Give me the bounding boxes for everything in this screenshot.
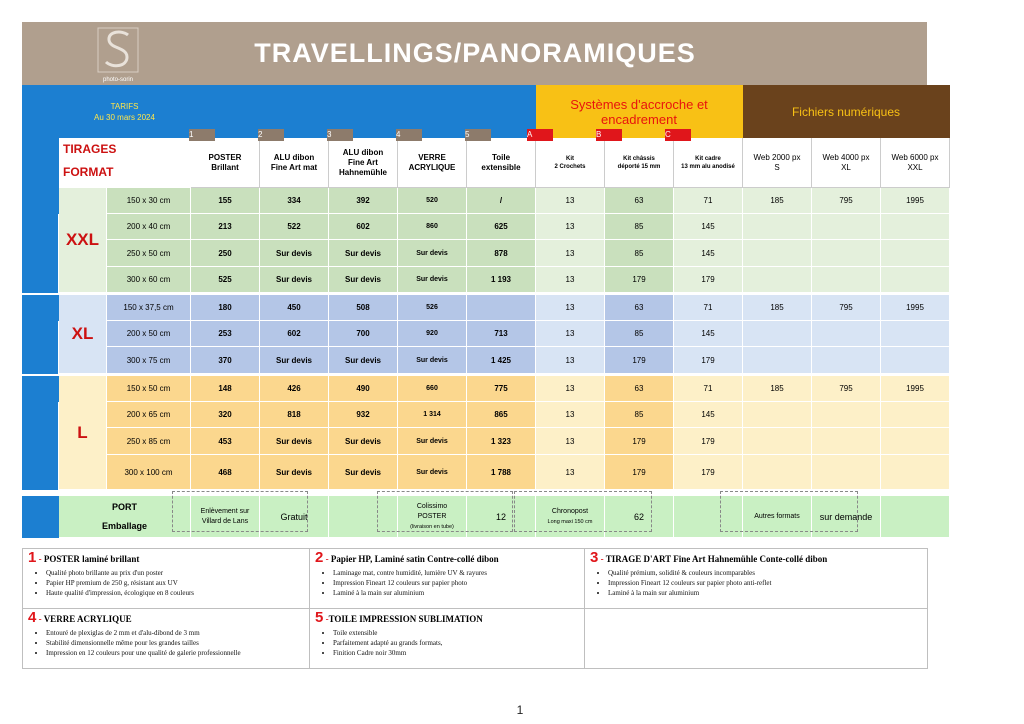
desc-title: 4 - VERRE ACRYLIQUE xyxy=(28,609,132,626)
price-cell xyxy=(812,455,881,490)
list-item: • Qualité photo brillante au prix d'un poster xyxy=(46,568,304,578)
list-item: • Impression Fineart 12 couleurs sur papier photo xyxy=(333,578,579,588)
desc-title: 5 -TOILE IMPRESSION SUBLIMATION xyxy=(315,609,483,626)
size-cell: 150 x 50 cm xyxy=(107,376,191,402)
price-cell: 795 xyxy=(812,188,881,214)
column-header-text: XL xyxy=(841,162,851,172)
price-cell: 795 xyxy=(812,295,881,321)
column-header-text: POSTER xyxy=(208,152,242,162)
price-cell: 13 xyxy=(536,402,605,428)
price-cell xyxy=(812,267,881,293)
price-cell: 63 xyxy=(605,188,674,214)
price-cell: 920 xyxy=(398,321,467,347)
colissimo-label: Colissimo POSTER (livraison en tube) xyxy=(398,496,467,538)
price-cell: 13 xyxy=(536,347,605,374)
price-cell: 250 xyxy=(191,240,260,267)
desc-list xyxy=(315,568,579,598)
price-cell: 795 xyxy=(812,376,881,402)
tirages-format-label: TIRAGES FORMAT xyxy=(59,138,191,188)
size-cell: 200 x 50 cm xyxy=(107,321,191,347)
colissimo-price: 12 xyxy=(467,496,536,538)
list-item: • Papier HP premium de 250 g, résistant aux UV xyxy=(46,578,304,588)
table-row xyxy=(23,240,950,267)
list-item: • Parfaitement adapté au grands formats, xyxy=(333,638,579,648)
price-cell: 155 xyxy=(191,188,260,214)
price-cell: Sur devis xyxy=(398,240,467,267)
price-cell: 13 xyxy=(536,267,605,293)
price-cell: 13 xyxy=(536,240,605,267)
column-header-text: Web 2000 px xyxy=(753,152,801,162)
left-blue-strip xyxy=(23,376,59,402)
price-cell: 179 xyxy=(605,428,674,455)
column-header-text: 13 mm alu anodisé xyxy=(681,163,735,170)
price-cell: 253 xyxy=(191,321,260,347)
left-blue-strip xyxy=(23,240,59,267)
list-item: • Stabilité dimensionnelle même pour les grandes tailles xyxy=(46,638,304,648)
size-cell: 150 x 37,5 cm xyxy=(107,295,191,321)
desc-2 xyxy=(310,549,585,609)
price-cell: 145 xyxy=(674,321,743,347)
price-cell xyxy=(467,295,536,321)
port-empty xyxy=(881,496,950,538)
pickup-label: Enlèvement sur Villard de Lans xyxy=(191,496,260,538)
price-cell: Sur devis xyxy=(398,267,467,293)
price-cell: 145 xyxy=(674,240,743,267)
price-cell: 1995 xyxy=(881,295,950,321)
column-header-1 xyxy=(191,138,260,188)
price-cell: Sur devis xyxy=(260,240,329,267)
price-cell xyxy=(812,321,881,347)
tarifs-label: TARIFS Au 30 mars 2024 xyxy=(59,86,191,138)
price-cell xyxy=(743,455,812,490)
price-cell: 85 xyxy=(605,240,674,267)
column-badge: 1 xyxy=(189,129,215,141)
column-header-text: ACRYLIQUE xyxy=(408,162,456,172)
price-cell: 602 xyxy=(260,321,329,347)
table-row xyxy=(23,428,950,455)
price-cell: Sur devis xyxy=(260,428,329,455)
size-cell: 300 x 60 cm xyxy=(107,267,191,293)
price-cell: 13 xyxy=(536,321,605,347)
size-cell: 250 x 50 cm xyxy=(107,240,191,267)
price-cell: 13 xyxy=(536,295,605,321)
price-cell: 1 425 xyxy=(467,347,536,374)
column-header-text: extensible xyxy=(481,162,521,172)
column-header-text: XXL xyxy=(907,162,923,172)
price-cell xyxy=(743,428,812,455)
price-cell: 213 xyxy=(191,214,260,240)
autres-value: sur demande xyxy=(812,496,881,538)
list-item: • Qualité prémium, solidité & couleurs incomparables xyxy=(608,568,922,578)
fichiers-title: Fichiers numériques xyxy=(743,86,950,138)
price-cell: 370 xyxy=(191,347,260,374)
price-cell: 525 xyxy=(191,267,260,293)
price-cell xyxy=(881,321,950,347)
list-item: • Laminage mat, contre humidité, lumière UV & rayures xyxy=(333,568,579,578)
desc-3 xyxy=(585,549,928,609)
size-cell: 150 x 30 cm xyxy=(107,188,191,214)
price-cell: Sur devis xyxy=(398,455,467,490)
column-badge: 3 xyxy=(327,129,353,141)
left-blue-strip xyxy=(23,188,59,214)
price-cell: 818 xyxy=(260,402,329,428)
price-cell: 453 xyxy=(191,428,260,455)
left-blue-strip xyxy=(23,295,59,321)
price-cell: 522 xyxy=(260,214,329,240)
column-header-text: Kit cadre xyxy=(695,155,721,162)
logo-text: photo-sorin xyxy=(102,77,134,83)
price-cell xyxy=(743,214,812,240)
left-blue-strip xyxy=(23,86,59,138)
list-item: • Entouré de plexiglas de 2 mm et d'alu-dibond de 3 mm xyxy=(46,628,304,638)
price-cell xyxy=(743,267,812,293)
price-cell xyxy=(743,402,812,428)
price-cell: 148 xyxy=(191,376,260,402)
price-cell: 878 xyxy=(467,240,536,267)
price-cell xyxy=(812,240,881,267)
column-badge: 5 xyxy=(465,129,491,141)
price-cell: 179 xyxy=(605,347,674,374)
price-cell: 865 xyxy=(467,402,536,428)
column-header-5 xyxy=(467,138,536,188)
desc-4 xyxy=(23,609,310,669)
price-cell xyxy=(881,267,950,293)
price-cell xyxy=(743,347,812,374)
page-number: 1 xyxy=(516,703,524,717)
price-cell: 1 193 xyxy=(467,267,536,293)
price-cell: 145 xyxy=(674,402,743,428)
size-cell: 300 x 100 cm xyxy=(107,455,191,490)
autres-label: Autres formats xyxy=(743,496,812,538)
price-cell: Sur devis xyxy=(329,455,398,490)
list-item: • Laminé à la main sur aluminium xyxy=(608,588,922,598)
price-cell: 180 xyxy=(191,295,260,321)
price-cell: 660 xyxy=(398,376,467,402)
price-cell: Sur devis xyxy=(260,347,329,374)
group-label: L xyxy=(59,376,107,490)
price-cell xyxy=(743,321,812,347)
desc-1 xyxy=(23,549,310,609)
column-header-text: Fine Art xyxy=(348,157,378,167)
price-cell xyxy=(743,240,812,267)
column-header-4 xyxy=(398,138,467,188)
column-badge: A xyxy=(527,129,553,141)
price-cell: 85 xyxy=(605,321,674,347)
size-cell: 200 x 65 cm xyxy=(107,402,191,428)
chronopost-label: Chronopost Long maxi 150 cm xyxy=(536,496,605,538)
price-cell xyxy=(812,402,881,428)
column-header-7 xyxy=(605,138,674,188)
price-cell: Sur devis xyxy=(329,347,398,374)
column-badge: B xyxy=(596,129,622,141)
column-header-text: VERRE xyxy=(418,152,446,162)
price-cell: 450 xyxy=(260,295,329,321)
left-blue-strip xyxy=(23,347,59,374)
desc-list xyxy=(28,568,304,598)
table-row xyxy=(23,376,950,402)
colissimo-box xyxy=(377,491,513,532)
column-header-text: ALU dibon xyxy=(273,152,315,162)
table-row xyxy=(23,455,950,490)
price-cell xyxy=(881,347,950,374)
table-row xyxy=(23,188,950,214)
price-cell xyxy=(881,428,950,455)
logo-icon xyxy=(92,25,144,75)
list-item: • Finition Cadre noir 30mm xyxy=(333,648,579,658)
column-header-8 xyxy=(674,138,743,188)
size-cell: 300 x 75 cm xyxy=(107,347,191,374)
table-row xyxy=(23,295,950,321)
price-cell: 1995 xyxy=(881,376,950,402)
price-cell: 179 xyxy=(674,267,743,293)
desc-list xyxy=(28,628,304,658)
desc-title: 1 - POSTER laminé brillant xyxy=(28,549,140,566)
column-header-text: ALU dibon xyxy=(342,147,384,157)
price-cell xyxy=(881,402,950,428)
column-header-text: Brillant xyxy=(211,162,239,172)
list-item: • Haute qualité d'impression, écologique en 8 couleurs xyxy=(46,588,304,598)
desc-5 xyxy=(310,609,585,669)
price-cell: 13 xyxy=(536,214,605,240)
price-cell: 602 xyxy=(329,214,398,240)
price-cell: 179 xyxy=(674,455,743,490)
column-badge: C xyxy=(665,129,691,141)
port-label: PORT Emballage xyxy=(59,496,191,538)
price-cell: 179 xyxy=(605,267,674,293)
table-row xyxy=(23,267,950,293)
left-blue-strip xyxy=(23,455,59,490)
table-row xyxy=(23,402,950,428)
column-header-text: Toile xyxy=(491,152,511,162)
left-blue-strip xyxy=(23,267,59,293)
left-blue-strip xyxy=(23,496,59,538)
price-cell: 185 xyxy=(743,295,812,321)
price-cell: 334 xyxy=(260,188,329,214)
price-cell: Sur devis xyxy=(398,347,467,374)
price-cell xyxy=(812,428,881,455)
price-cell xyxy=(881,214,950,240)
chronopost-box xyxy=(514,491,652,532)
column-header-text: Web 4000 px xyxy=(822,152,870,162)
column-badge: 2 xyxy=(258,129,284,141)
price-cell: 860 xyxy=(398,214,467,240)
list-item: • Toile extensible xyxy=(333,628,579,638)
price-cell xyxy=(812,214,881,240)
table-row xyxy=(23,347,950,374)
column-header-text: Fine Art mat xyxy=(270,162,318,172)
price-cell: 508 xyxy=(329,295,398,321)
desc-list xyxy=(590,568,922,598)
price-cell: 145 xyxy=(674,214,743,240)
left-blue-strip xyxy=(23,214,59,240)
price-cell: 775 xyxy=(467,376,536,402)
price-cell xyxy=(812,347,881,374)
price-cell: 71 xyxy=(674,376,743,402)
desc-list xyxy=(315,628,579,658)
price-cell xyxy=(881,455,950,490)
pickup-price: Gratuit xyxy=(260,496,329,538)
price-cell: 71 xyxy=(674,188,743,214)
product-descriptions xyxy=(22,548,928,669)
price-cell: 179 xyxy=(674,347,743,374)
list-item: • Laminé à la main sur aluminium xyxy=(333,588,579,598)
autres-box xyxy=(720,491,858,532)
column-header-2 xyxy=(260,138,329,188)
column-header-text: Hahnemühle xyxy=(338,167,387,177)
column-header-3 xyxy=(329,138,398,188)
price-cell: 179 xyxy=(605,455,674,490)
price-cell: 13 xyxy=(536,428,605,455)
price-cell: 1995 xyxy=(881,188,950,214)
column-header-text: 2 Crochets xyxy=(554,163,586,170)
price-cell: 1 314 xyxy=(398,402,467,428)
left-blue-strip xyxy=(23,402,59,428)
price-cell: 71 xyxy=(674,295,743,321)
price-cell: / xyxy=(467,188,536,214)
price-cell: 85 xyxy=(605,214,674,240)
left-blue-strip xyxy=(23,321,59,347)
price-cell: 179 xyxy=(674,428,743,455)
size-cell: 200 x 40 cm xyxy=(107,214,191,240)
price-cell: 85 xyxy=(605,402,674,428)
price-cell: 1 788 xyxy=(467,455,536,490)
price-cell: 490 xyxy=(329,376,398,402)
price-cell: 63 xyxy=(605,376,674,402)
price-cell: Sur devis xyxy=(329,428,398,455)
pickup-box xyxy=(172,491,308,532)
price-cell xyxy=(881,240,950,267)
column-header-10 xyxy=(812,138,881,188)
price-cell: 526 xyxy=(398,295,467,321)
price-cell: Sur devis xyxy=(260,267,329,293)
column-header-text: Kit xyxy=(566,155,574,162)
price-cell: 468 xyxy=(191,455,260,490)
table-row xyxy=(23,321,950,347)
column-header-text: S xyxy=(774,162,780,172)
price-cell: Sur devis xyxy=(329,267,398,293)
group-label: XXL xyxy=(59,188,107,293)
column-header-text: Kit châssis xyxy=(623,155,655,162)
price-cell: 13 xyxy=(536,376,605,402)
price-cell: Sur devis xyxy=(329,240,398,267)
column-header-text: déporté 15 mm xyxy=(617,163,661,170)
price-cell: 625 xyxy=(467,214,536,240)
chronopost-price: 62 xyxy=(605,496,674,538)
price-cell: 392 xyxy=(329,188,398,214)
accroche-title: Systèmes d'accroche et encadrement xyxy=(536,86,743,138)
group-label: XL xyxy=(59,295,107,374)
size-cell: 250 x 85 cm xyxy=(107,428,191,455)
price-cell: 520 xyxy=(398,188,467,214)
price-cell: 700 xyxy=(329,321,398,347)
list-item: • Impression en 12 couleurs pour une qualité de galerie professionnelle xyxy=(46,648,304,658)
price-cell: Sur devis xyxy=(260,455,329,490)
logo xyxy=(92,25,144,83)
column-header-9 xyxy=(743,138,812,188)
price-cell: 320 xyxy=(191,402,260,428)
table-row xyxy=(23,214,950,240)
column-header-11 xyxy=(881,138,950,188)
price-cell: 932 xyxy=(329,402,398,428)
page-title: TRAVELLINGS/PANORAMIQUES xyxy=(254,38,696,68)
price-cell: 63 xyxy=(605,295,674,321)
left-blue-strip xyxy=(23,428,59,455)
desc-empty xyxy=(585,609,928,669)
price-cell: 426 xyxy=(260,376,329,402)
price-cell: Sur devis xyxy=(398,428,467,455)
price-cell: 185 xyxy=(743,188,812,214)
desc-title: 2 - Papier HP, Laminé satin Contre-collé dibon xyxy=(315,549,499,566)
desc-title: 3 - TIRAGE D'ART Fine Art Hahnemühle Conte-collé dibon xyxy=(590,549,828,566)
column-badge: 4 xyxy=(396,129,422,141)
price-cell: 13 xyxy=(536,188,605,214)
left-blue-strip xyxy=(23,138,59,188)
list-item: • Impression Fineart 12 couleurs sur papier photo anti-reflet xyxy=(608,578,922,588)
price-cell: 185 xyxy=(743,376,812,402)
price-cell: 713 xyxy=(467,321,536,347)
price-cell: 13 xyxy=(536,455,605,490)
column-header-text: Web 6000 px xyxy=(891,152,939,162)
price-table xyxy=(22,85,950,538)
price-cell: 1 323 xyxy=(467,428,536,455)
column-header-6 xyxy=(536,138,605,188)
